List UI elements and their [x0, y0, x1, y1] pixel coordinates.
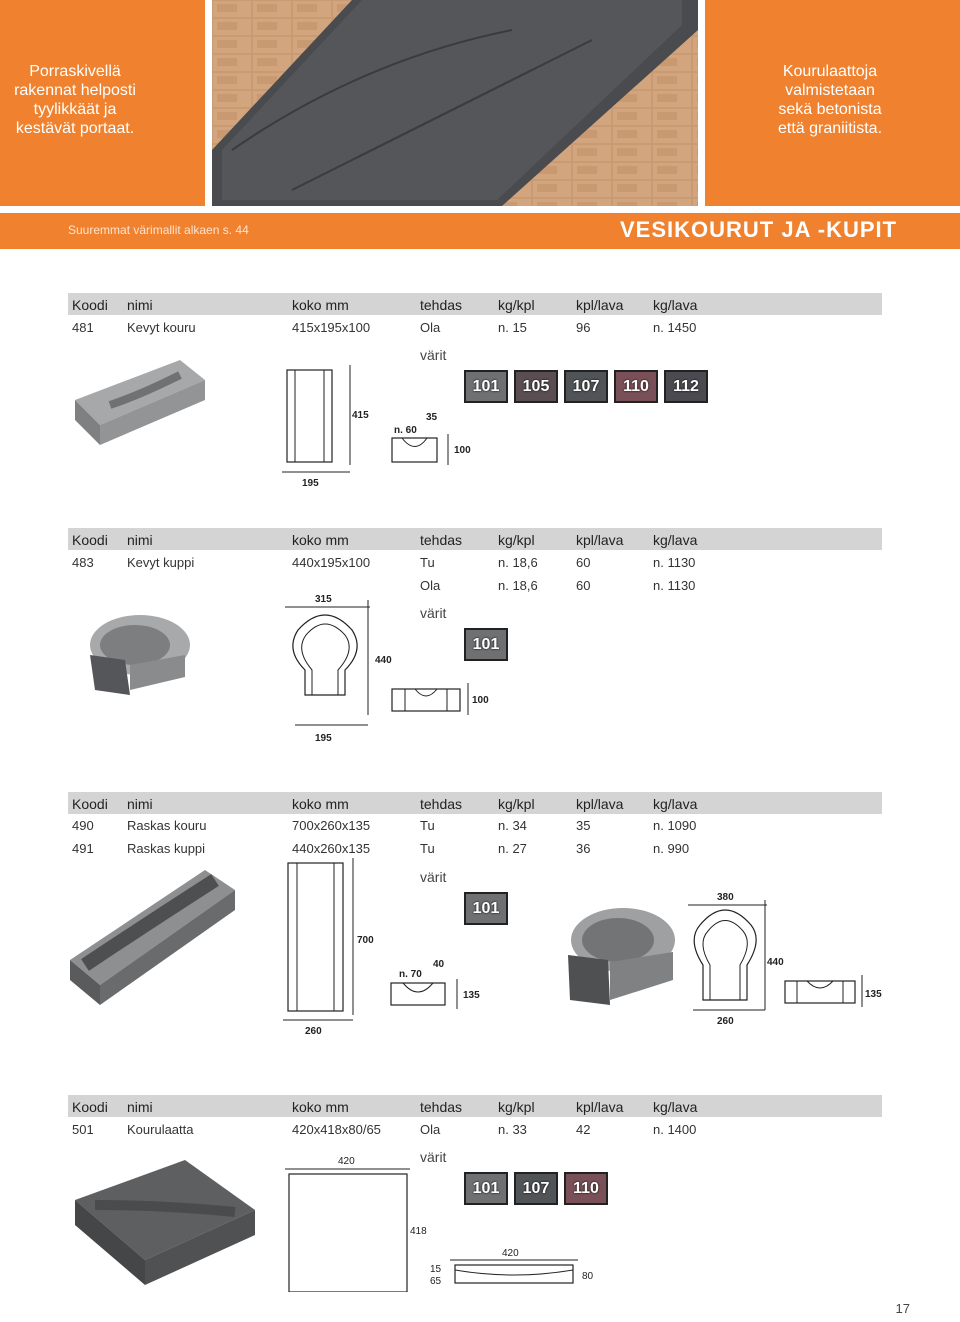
colors-label: värit: [420, 605, 447, 621]
gutter-slab-drawing: [280, 1152, 610, 1292]
color-swatch: 101: [464, 370, 508, 403]
heavy-cup-photo: [548, 900, 678, 1010]
table-header: [68, 528, 882, 550]
dim-t1: 15: [430, 1264, 442, 1275]
dim-side-width: 420: [502, 1248, 519, 1259]
color-swatch: 101: [464, 628, 508, 661]
colors-label: värit: [420, 1149, 447, 1165]
dim-length: 415: [352, 410, 369, 421]
right-banner: [705, 0, 960, 206]
heavy-gutter-drawing: [275, 855, 485, 1045]
heavy-gutter-photo: [65, 865, 245, 1015]
light-gutter-photo: [70, 355, 210, 450]
table-header: [68, 792, 882, 814]
promo-left-text: Porraskivellä rakennat helposti tyylikkäät ja kestävät portaat.: [14, 63, 136, 137]
dim-width: 195: [302, 478, 319, 489]
table-header: [68, 1095, 882, 1117]
dim-cup-width: 260: [717, 1016, 734, 1027]
dim-wall: 35: [426, 412, 438, 423]
color-swatch: 105: [514, 370, 558, 403]
dim-cup-height: 135: [865, 989, 882, 1000]
dim-width: 195: [315, 733, 332, 744]
dim-wall: 40: [433, 959, 445, 970]
paving-photo: [212, 0, 698, 206]
dim-t2: 65: [430, 1276, 442, 1287]
dim-t3: 80: [582, 1271, 594, 1282]
colors-label: värit: [420, 347, 447, 363]
color-swatch: 110: [564, 1172, 608, 1205]
dim-top: 315: [315, 594, 332, 605]
light-cup-drawing: [280, 585, 500, 750]
dim-length: 440: [375, 655, 392, 666]
color-swatch: 101: [464, 1172, 508, 1205]
color-note: Suuremmat värimallit alkaen s. 44: [68, 223, 249, 237]
color-swatch: 112: [664, 370, 708, 403]
dim-length: 700: [357, 935, 374, 946]
dim-width: 260: [305, 1026, 322, 1037]
light-gutter-drawing: [270, 360, 480, 495]
table-header: [68, 293, 882, 315]
color-swatch: 107: [564, 370, 608, 403]
dim-slab-length: 418: [410, 1226, 427, 1237]
dim-slab-width: 420: [338, 1156, 355, 1167]
color-swatch: 107: [514, 1172, 558, 1205]
color-swatch: 101: [464, 892, 508, 925]
heavy-cup-drawing: [685, 885, 885, 1035]
dim-cup-length: 440: [767, 957, 784, 968]
colors-label: värit: [420, 869, 447, 885]
dim-height: 135: [463, 990, 480, 1001]
gutter-slab-photo: [65, 1150, 260, 1295]
dim-height: 100: [454, 445, 471, 456]
light-cup-photo: [65, 605, 195, 700]
section-title: VESIKOURUT JA -KUPIT: [620, 217, 898, 242]
left-banner: [0, 0, 205, 206]
color-swatch: 110: [614, 370, 658, 403]
promo-right-text: Kourulaattoja valmistetaan sekä betonista että graniitista.: [777, 63, 883, 137]
page-number: 17: [895, 1301, 910, 1316]
dim-cup-top: 380: [717, 892, 734, 903]
dim-channel: n. 60: [394, 425, 417, 436]
dim-channel: n. 70: [399, 969, 422, 980]
dim-height: 100: [472, 695, 489, 706]
